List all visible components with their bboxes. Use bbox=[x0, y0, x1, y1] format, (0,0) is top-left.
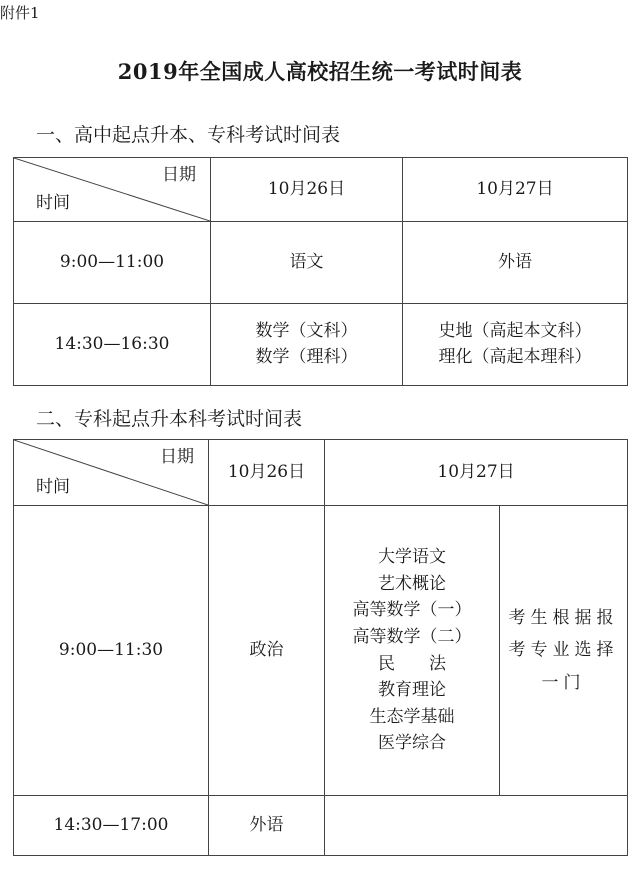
table-header-row bbox=[14, 440, 628, 506]
subject: 数学（理科） bbox=[255, 346, 358, 367]
subject: 理化（高起本理科） bbox=[438, 346, 592, 367]
subject-cell: 外语 bbox=[209, 796, 325, 856]
subject: 数学（文科） bbox=[255, 321, 358, 341]
subject: 艺术概论 bbox=[378, 573, 446, 594]
subject: 外语 bbox=[498, 251, 532, 272]
attachment-label: 附件1 bbox=[0, 4, 40, 22]
time-cell: 9:00—11:00 bbox=[14, 222, 211, 304]
document-title: 2019年全国成人高校招生统一考试时间表 bbox=[117, 59, 523, 84]
subject: 民 法 bbox=[378, 653, 446, 674]
subject: 语文 bbox=[289, 251, 324, 272]
time-cell: 9:00—11:30 bbox=[14, 506, 209, 796]
table-row bbox=[14, 796, 628, 856]
subject: 高等数学（一） bbox=[352, 600, 472, 621]
schedule-table-1 bbox=[13, 157, 628, 386]
subject-cell bbox=[211, 222, 403, 304]
header-time-label: 时间 bbox=[36, 476, 70, 497]
subject: 高等数学（二） bbox=[352, 626, 472, 647]
time-cell: 14:30—17:00 bbox=[14, 796, 209, 856]
date-header: 10月26日 bbox=[211, 158, 403, 222]
subject-cell: 政治 bbox=[209, 506, 325, 796]
date-header: 10月27日 bbox=[325, 440, 628, 506]
subject: 大学语文 bbox=[378, 547, 446, 568]
selection-note: 考生根据报考专业选择一门 bbox=[500, 506, 628, 796]
header-date-label: 日期 bbox=[160, 447, 194, 467]
date-header: 10月27日 bbox=[403, 158, 628, 222]
subject-cell bbox=[403, 222, 628, 304]
time-cell: 14:30—16:30 bbox=[14, 304, 211, 386]
date-header: 10月26日 bbox=[209, 440, 325, 506]
table-row bbox=[14, 222, 628, 304]
section1-title: 一、高中起点升本、专科考试时间表 bbox=[36, 124, 341, 146]
subject: 史地（高起本文科） bbox=[438, 321, 592, 341]
subject-list-cell bbox=[325, 506, 500, 796]
header-date-label: 日期 bbox=[162, 165, 196, 185]
schedule-table-2 bbox=[13, 439, 628, 856]
subject: 生态学基础 bbox=[369, 706, 455, 727]
table-row bbox=[14, 304, 628, 386]
diagonal-header-cell bbox=[14, 158, 211, 222]
diagonal-header-cell bbox=[14, 440, 209, 506]
header-time-label: 时间 bbox=[36, 192, 70, 213]
subject: 教育理论 bbox=[378, 680, 446, 701]
empty-cell bbox=[325, 796, 628, 856]
subject-cell bbox=[211, 304, 403, 386]
table-header-row bbox=[14, 158, 628, 222]
subject-cell bbox=[403, 304, 628, 386]
table-row bbox=[14, 506, 628, 796]
section2-title: 二、专科起点升本科考试时间表 bbox=[36, 408, 303, 430]
subject: 医学综合 bbox=[378, 733, 446, 754]
